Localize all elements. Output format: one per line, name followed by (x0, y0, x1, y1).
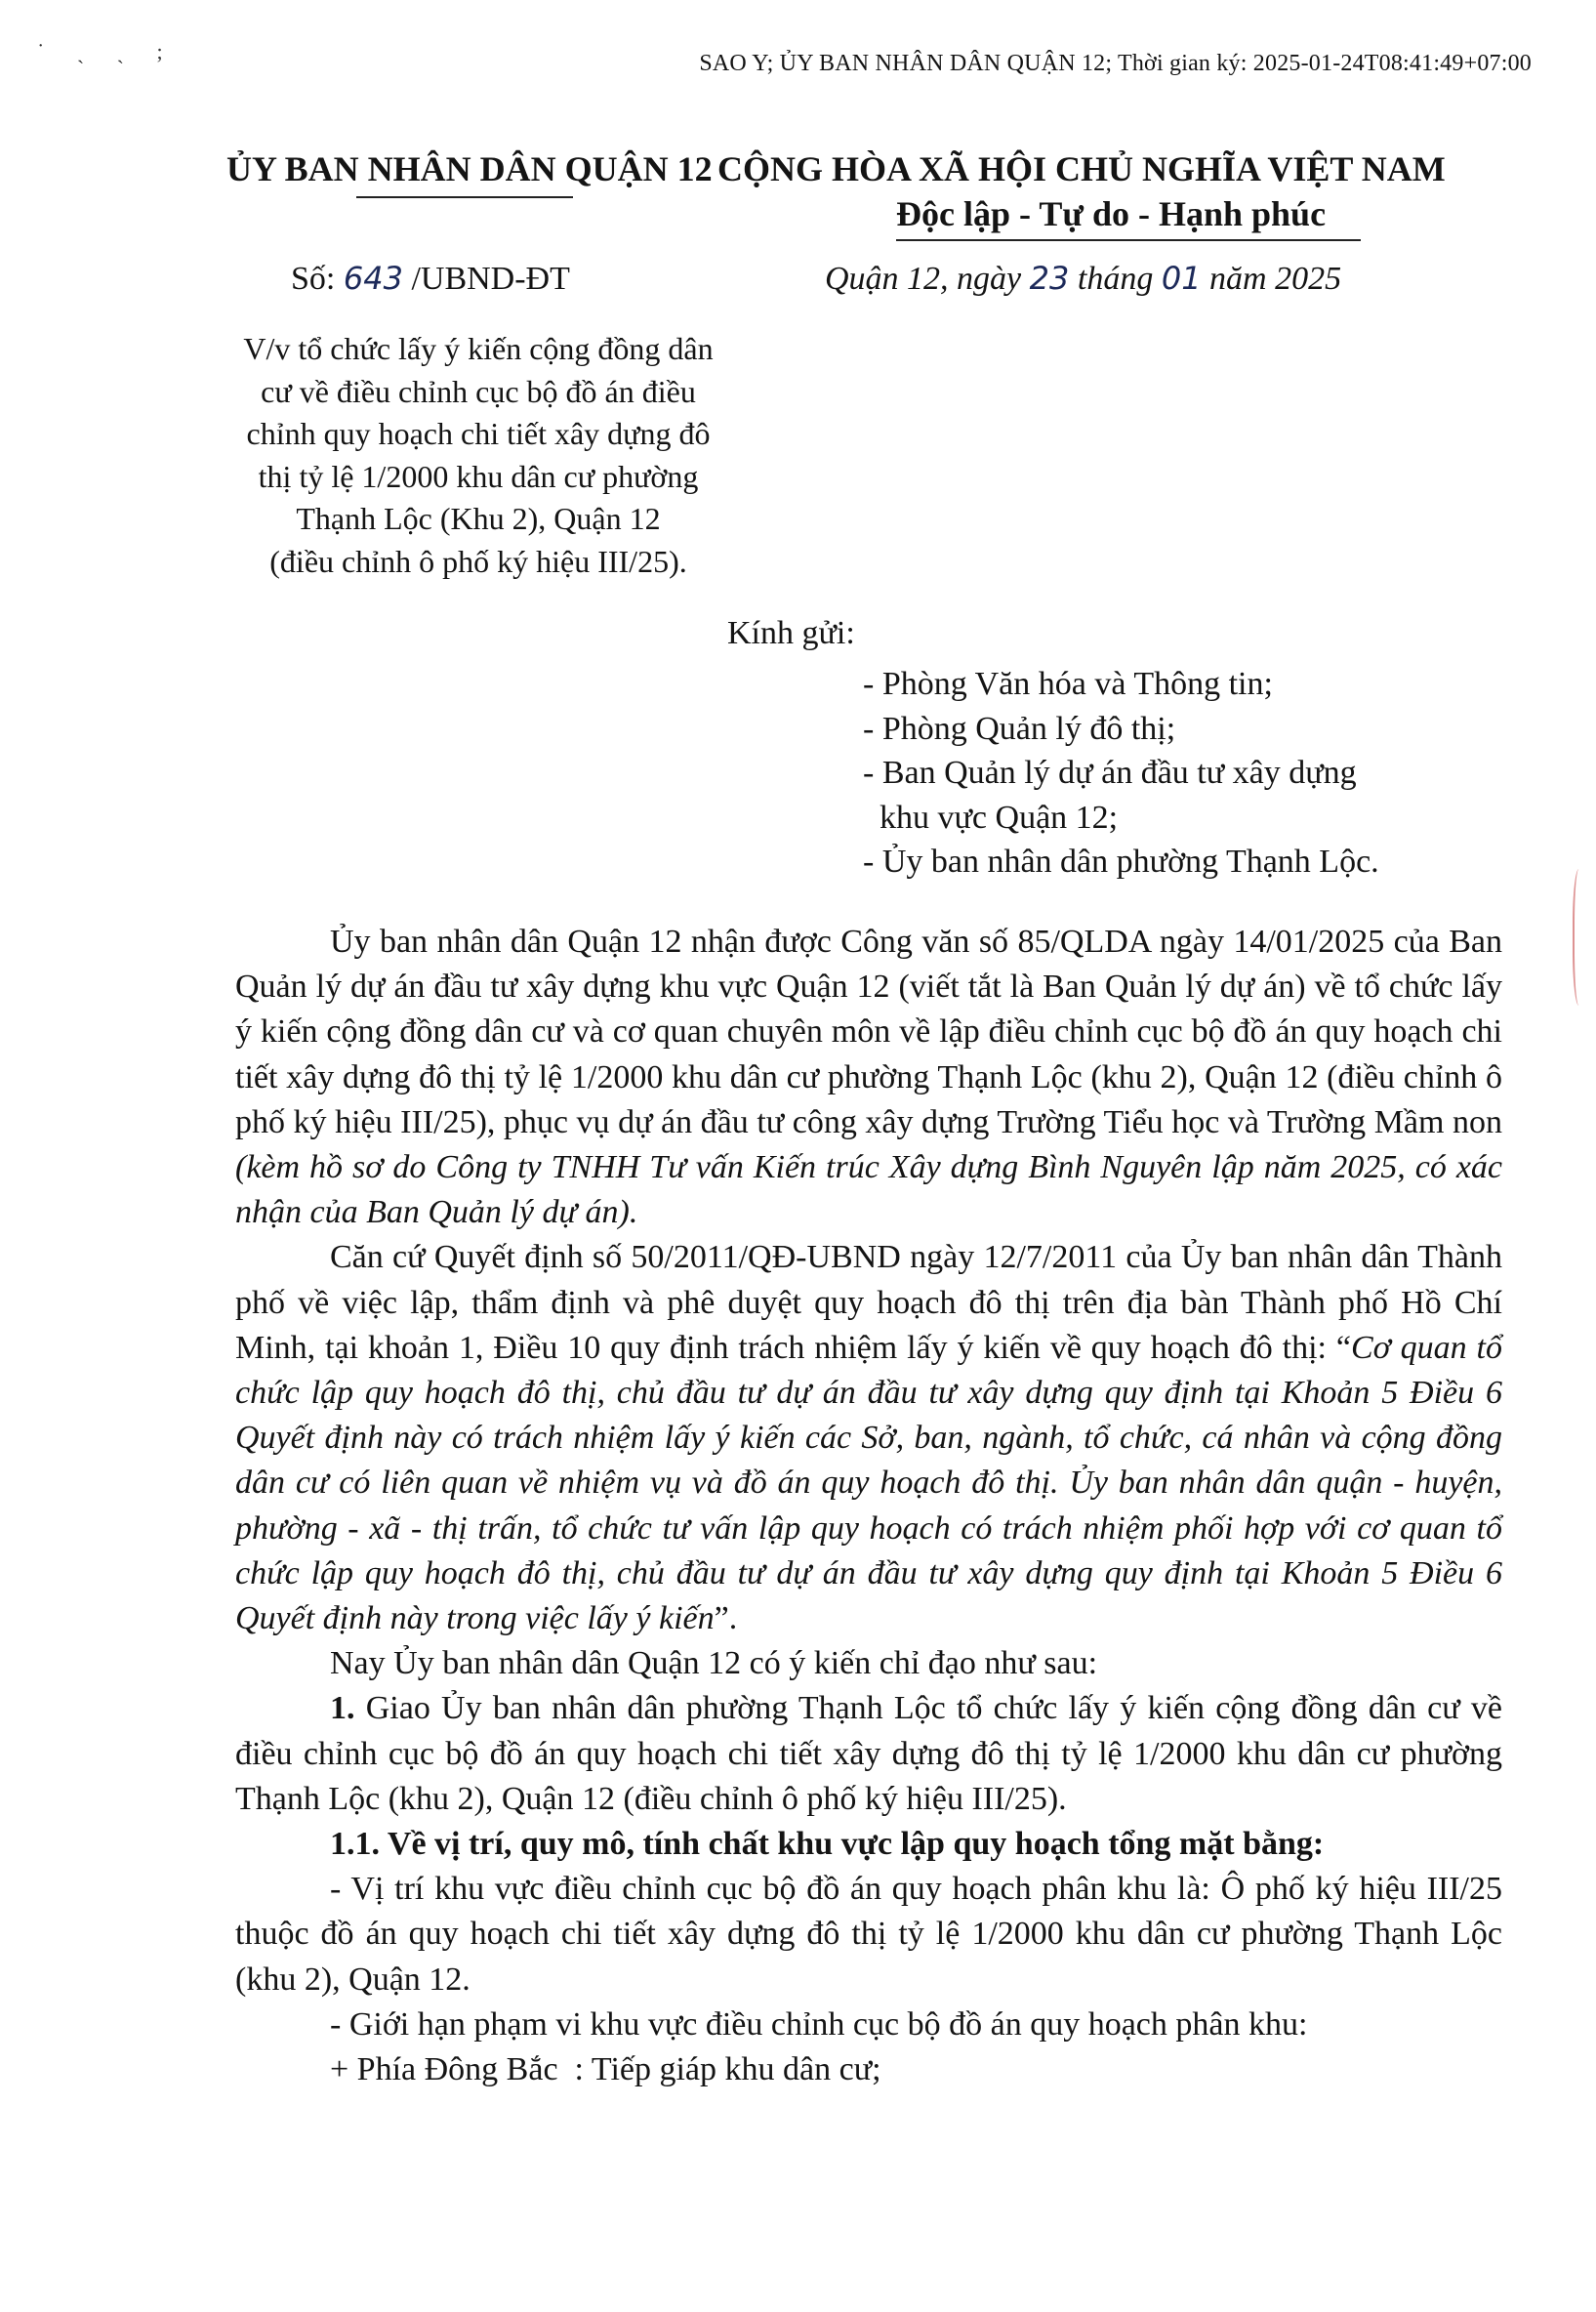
copy-stamp: SAO Y; ỦY BAN NHÂN DÂN QUẬN 12; Thời gian ký: 2025-01-24T08:41:49+07:00 (699, 51, 1532, 76)
document-number (291, 260, 570, 298)
subject-line: (điều chỉnh ô phố ký hiệu III/25). (269, 543, 687, 579)
scan-specks: ˙ ˎ ˏ ; (37, 39, 177, 63)
recipient-item: - Phòng Quản lý đô thị; (863, 710, 1176, 747)
paragraph-2-end: ”. (714, 1600, 738, 1637)
org-underline (356, 196, 573, 198)
subject-line: Thạnh Lộc (Khu 2), Quận 12 (296, 501, 661, 536)
paragraph-1-text: Ủy ban nhân dân Quận 12 nhận được Công văn số 85/QLDA ngày 14/01/2025 của Ban Quản lý dự án đầu tư xây dựng khu vực Quận 12 (viết tắt là Ban Quản lý dự án) về tổ chức lấy ý kiến cộng đồng dân cư và cơ quan chuyên môn về lập điều chỉnh cục bộ đồ án quy hoạch chi tiết xây dựng đô thị tỷ lệ 1/2000 khu dân cư phường Thạnh Lộc (khu 2), Quận 12 (điều chỉnh ô phố ký hiệu III/25), phục vụ dự án đầu tư công xây dựng Trường Tiểu học và Trường Mầm non (235, 924, 1502, 1140)
date-part-1: Quận 12, ngày (825, 261, 1030, 297)
item-number: 1. (330, 1690, 355, 1727)
date-part-3: năm 2025 (1201, 261, 1342, 297)
date-line (825, 260, 1341, 298)
paragraph-2-quote: Cơ quan tổ chức lập quy hoạch đô thị, chủ đầu tư dự án đầu tư xây dựng quy định tại Khoản 5 Điều 6 Quyết định này có trách nhiệm lấy ý kiến các Sở, ban, ngành, tổ chức, cá nhân và cộng đồng dân cư có liên quan về nhiệm vụ và đồ án quy hoạch đô thị. Ủy ban nhân dân quận - huyện, phường - xã - thị trấn, tổ chức tư vấn lập quy hoạch có trách nhiệm phối hợp với cơ quan tổ chức lập quy hoạch đô thị, chủ đầu tư dự án đầu tư xây dựng quy định tại Khoản 5 Điều 6 Quyết định này trong việc lấy ý kiến (235, 1329, 1502, 1637)
subject-line: V/v tổ chức lấy ý kiến cộng đồng dân (243, 331, 714, 366)
document-body (235, 920, 1502, 2092)
recipient-item: - Ban Quản lý dự án đầu tư xây dựng (863, 755, 1357, 791)
recipient-item: - Phòng Văn hóa và Thông tin; (863, 666, 1273, 702)
section-heading: 1.1. Về vị trí, quy mô, tính chất khu vực lập quy hoạch tổng mặt bằng: (330, 1826, 1325, 1863)
paragraph-3: Nay Ủy ban nhân dân Quận 12 có ý kiến chỉ đạo như sau: (330, 1645, 1098, 1682)
recipients-title: Kính gửi: (727, 615, 855, 651)
paragraph-6: - Vị trí khu vực điều chỉnh cục bộ đồ án quy hoạch phân khu là: Ô phố ký hiệu III/25 thuộc đồ án quy hoạch chi tiết xây dựng đô thị tỷ lệ 1/2000 khu dân cư phường Thạnh Lộc (khu 2), Quận 12. (235, 1871, 1502, 1998)
national-motto: Độc lập - Tự do - Hạnh phúc (896, 194, 1327, 233)
date-part-2: tháng (1069, 261, 1162, 297)
paragraph-4 (235, 1686, 1502, 1822)
paragraph-1-italic: (kèm hồ sơ do Công ty TNHH Tư vấn Kiến trúc Xây dựng Bình Nguyên lập năm 2025, có xác nhận của Ban Quản lý dự án). (235, 1149, 1502, 1231)
recipient-item: - Ủy ban nhân dân phường Thạnh Lộc. (863, 844, 1379, 880)
subject-line: cư về điều chỉnh cục bộ đồ án điều (261, 373, 696, 409)
recipient-item: khu vực Quận 12; (863, 799, 1119, 836)
subject-line: thị tỷ lệ 1/2000 khu dân cư phường (258, 458, 699, 494)
document-subject (205, 328, 752, 583)
national-title: CỘNG HÒA XÃ HỘI CHỦ NGHĨA VIỆT NAM (717, 149, 1446, 188)
paragraph-2-text: Căn cứ Quyết định số 50/2011/QĐ-UBND ngày 12/7/2011 của Ủy ban nhân dân Thành phố về việc lập, thẩm định và phê duyệt quy hoạch đô thị trên địa bàn Thành phố Hồ Chí Minh, tại khoản 1, Điều 10 quy định trách nhiệm lấy ý kiến về quy hoạch đô thị: “ (235, 1239, 1502, 1366)
recipients-list (863, 662, 1379, 885)
motto-underline (896, 239, 1361, 241)
date-month-handwritten: 01 (1161, 260, 1202, 297)
doc-number-prefix: Số: (291, 261, 344, 297)
paragraph-1 (235, 920, 1502, 1235)
margin-mark (1573, 869, 1588, 1006)
doc-number-suffix: /UBND-ĐT (402, 261, 570, 297)
paragraph-4-text: Giao Ủy ban nhân dân phường Thạnh Lộc tổ chức lấy ý kiến cộng đồng dân cư về điều chỉnh cục bộ đồ án quy hoạch chi tiết xây dựng đô thị tỷ lệ 1/2000 khu dân cư phường Thạnh Lộc (khu 2), Quận 12 (điều chỉnh ô phố ký hiệu III/25). (235, 1690, 1502, 1817)
issuing-organization: ỦY BAN NHÂN DÂN QUẬN 12 (226, 149, 713, 188)
paragraph-7: - Giới hạn phạm vi khu vực điều chỉnh cục bộ đồ án quy hoạch phân khu: (330, 2005, 1308, 2043)
paragraph-8: + Phía Đông Bắc : Tiếp giáp khu dân cư; (330, 2051, 881, 2088)
paragraph-2 (235, 1235, 1502, 1641)
doc-number-handwritten: 643 (343, 260, 403, 297)
subject-line: chỉnh quy hoạch chi tiết xây dựng đô (246, 416, 711, 451)
date-day-handwritten: 23 (1029, 260, 1070, 297)
